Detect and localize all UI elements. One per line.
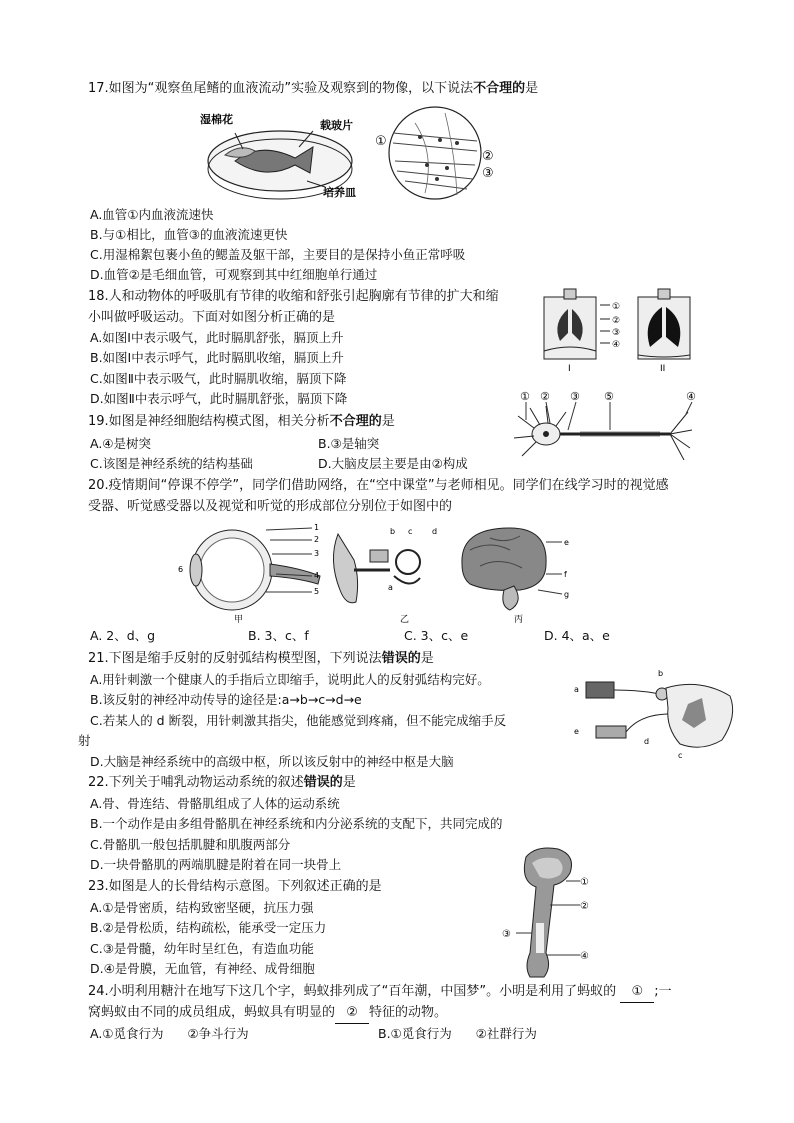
label-a: a xyxy=(574,685,579,694)
label-c3: ③ xyxy=(570,390,580,403)
label-n3: 3 xyxy=(314,549,320,558)
label-b: b xyxy=(658,669,664,678)
q19-option-a[interactable]: A.④是树突 xyxy=(90,436,152,451)
q23-option-a[interactable]: A.①是骨密质，结构致密坚硬，抗压力强 xyxy=(90,900,314,915)
q17-figure xyxy=(195,103,515,203)
q19-option-c[interactable]: C.该图是神经系统的结构基础 xyxy=(90,456,253,471)
label-lb: b xyxy=(390,527,396,536)
label-fig2: II xyxy=(660,364,666,374)
label-n5: 5 xyxy=(314,587,320,596)
q24-blank-2: ② xyxy=(335,1003,369,1024)
label-c2: ② xyxy=(540,390,550,403)
label-dish: 培养皿 xyxy=(323,186,356,199)
q18-option-c[interactable]: C.如图Ⅱ中表示吸气，此时膈肌收缩，膈顶下降 xyxy=(90,371,347,386)
q22-option-b[interactable]: B.一个动作是由多组骨骼肌在神经系统和内分泌系统的支配下，共同完成的 xyxy=(90,816,503,831)
q24-option-b[interactable]: B.①觅食行为 ②社群行为 xyxy=(378,1026,537,1041)
label-lg: g xyxy=(564,590,570,599)
q17-stem: 17.如图为“观察鱼尾鳍的血液流动”实验及观察到的物像，以下说法不合理的是 xyxy=(88,81,539,96)
label-c4: ④ xyxy=(686,390,696,403)
q21-figure xyxy=(570,664,740,764)
label-le: e xyxy=(564,538,569,547)
q18-stem-line2: 小叫做呼吸运动。下面对如图分析正确的是 xyxy=(88,310,336,325)
label-c2: ② xyxy=(580,901,589,912)
label-lf: f xyxy=(564,570,567,579)
q20-figure xyxy=(170,520,590,626)
q18-stem-line1: 18.人和动物体的呼吸肌有节律的收缩和舒张引起胸廓有节律的扩大和缩 xyxy=(88,289,499,304)
label-lc: c xyxy=(408,527,413,536)
q24-option-a[interactable]: A.①觅食行为 ②争斗行为 xyxy=(90,1026,249,1041)
q20-option-c[interactable]: C. 3、c、e xyxy=(404,628,469,643)
q19-figure xyxy=(510,390,710,468)
label-c3: ③ xyxy=(612,328,621,338)
label-yi: 乙 xyxy=(400,615,410,625)
q21-option-d[interactable]: D.大脑是神经系统中的高级中枢，所以该反射中的神经中枢是大脑 xyxy=(90,754,454,769)
q18-option-d[interactable]: D.如图Ⅱ中表示呼气，此时膈肌舒张，膈顶下降 xyxy=(90,391,348,406)
q23-option-d[interactable]: D.④是骨膜，无血管，有神经、成骨细胞 xyxy=(90,961,315,976)
label-c2: ② xyxy=(482,149,494,164)
q23-figure xyxy=(496,843,596,983)
q18-figure xyxy=(538,285,708,375)
label-c: c xyxy=(678,751,683,760)
label-e: e xyxy=(574,727,579,736)
label-slide: 载玻片 xyxy=(320,119,353,132)
q21-stem: 21.下图是缩手反射的反射弧结构模型图，下列说法错误的是 xyxy=(88,651,434,666)
q19-stem: 19.如图是神经细胞结构模式图，相关分析不合理的是 xyxy=(88,414,395,429)
q20-option-a[interactable]: A. 2、d、g xyxy=(90,628,156,643)
q21-option-c[interactable]: C.若某人的 d 断裂，用针刺激其指尖，他能感觉到疼痛，但不能完成缩手反 xyxy=(90,713,507,728)
q18-option-b[interactable]: B.如图Ⅰ中表示呼气，此时膈肌收缩，膈顶上升 xyxy=(90,350,344,365)
label-c1: ① xyxy=(375,134,387,149)
label-c2: ② xyxy=(612,316,621,326)
q21-option-b[interactable]: B.该反射的神经冲动传导的途径是:a→b→c→d→e xyxy=(90,692,362,707)
q17-option-a[interactable]: A.血管①内血液流速快 xyxy=(90,207,214,222)
label-c1: ① xyxy=(580,877,589,888)
label-cotton: 湿棉花 xyxy=(200,113,233,126)
q23-option-c[interactable]: C.③是骨髓，幼年时呈红色，有造血功能 xyxy=(90,941,314,956)
q19-option-d[interactable]: D.大脑皮层主要是由②构成 xyxy=(318,456,468,471)
q19-option-b[interactable]: B.③是轴突 xyxy=(318,436,380,451)
q24-stem-line2: 窝蚂蚁由不同的成员组成，蚂蚁具有明显的 ② 特征的动物。 xyxy=(88,1003,447,1024)
q20-option-d[interactable]: D. 4、a、e xyxy=(544,628,610,643)
q24-stem-line1: 24.小明利用糖汁在地写下这几个字，蚂蚁排列成了“百年潮，中国梦”。小明是利用了蚂蚁的 ① ;一 xyxy=(88,982,672,1003)
label-d: d xyxy=(644,737,650,746)
q23-stem: 23.如图是人的长骨结构示意图。下列叙述正确的是 xyxy=(88,879,382,894)
q21-option-c-cont: 射 xyxy=(78,733,91,748)
q22-option-c[interactable]: C.骨骼肌一般包括肌腱和肌腹两部分 xyxy=(90,837,291,852)
label-n2: 2 xyxy=(314,535,320,544)
q22-option-d[interactable]: D.一块骨骼肌的两端肌腱是附着在同一块骨上 xyxy=(90,857,342,872)
q20-option-b[interactable]: B. 3、c、f xyxy=(248,628,309,643)
label-c5: ⑤ xyxy=(604,390,614,403)
q17-option-c[interactable]: C.用湿棉絮包裹小鱼的鳃盖及躯干部，主要目的是保持小鱼正常呼吸 xyxy=(90,247,466,262)
q17-option-d[interactable]: D.血管②是毛细血管，可观察到其中红细胞单行通过 xyxy=(90,267,378,282)
q20-stem-line1: 20.疫情期间“停课不停学”，同学们借助网络，在“空中课堂”与老师相见。同学们在线学习时的视觉感 xyxy=(88,478,669,493)
q21-option-a[interactable]: A.用针刺激一个健康人的手指后立即缩手，说明此人的反射弧结构完好。 xyxy=(90,672,490,687)
label-c1: ① xyxy=(520,390,530,403)
q22-option-a[interactable]: A.骨、骨连结、骨骼肌组成了人体的运动系统 xyxy=(90,796,340,811)
label-c3: ③ xyxy=(482,166,494,181)
label-c3: ③ xyxy=(502,929,511,940)
label-jia: 甲 xyxy=(234,615,244,625)
label-la: a xyxy=(388,583,393,592)
q22-stem: 22.下列关于哺乳动物运动系统的叙述错误的是 xyxy=(88,775,356,790)
q23-option-b[interactable]: B.②是骨松质，结构疏松，能承受一定压力 xyxy=(90,920,327,935)
q24-blank-1: ① xyxy=(620,982,654,1003)
label-ld: d xyxy=(432,527,438,536)
label-c4: ④ xyxy=(612,340,621,350)
label-n1: 1 xyxy=(314,523,320,532)
label-n6: 6 xyxy=(178,565,184,574)
q17-option-b[interactable]: B.与①相比，血管③的血液流速更快 xyxy=(90,227,288,242)
label-bing: 丙 xyxy=(514,615,524,625)
label-n4: 4 xyxy=(314,571,320,580)
label-c1: ① xyxy=(612,302,621,312)
label-c4: ④ xyxy=(580,951,589,962)
label-fig1: I xyxy=(568,364,571,374)
q18-option-a[interactable]: A.如图Ⅰ中表示吸气，此时膈肌舒张，膈顶上升 xyxy=(90,330,344,345)
q20-stem-line2: 受器、听觉感受器以及视觉和听觉的形成部位分别位于如图中的 xyxy=(88,499,453,514)
